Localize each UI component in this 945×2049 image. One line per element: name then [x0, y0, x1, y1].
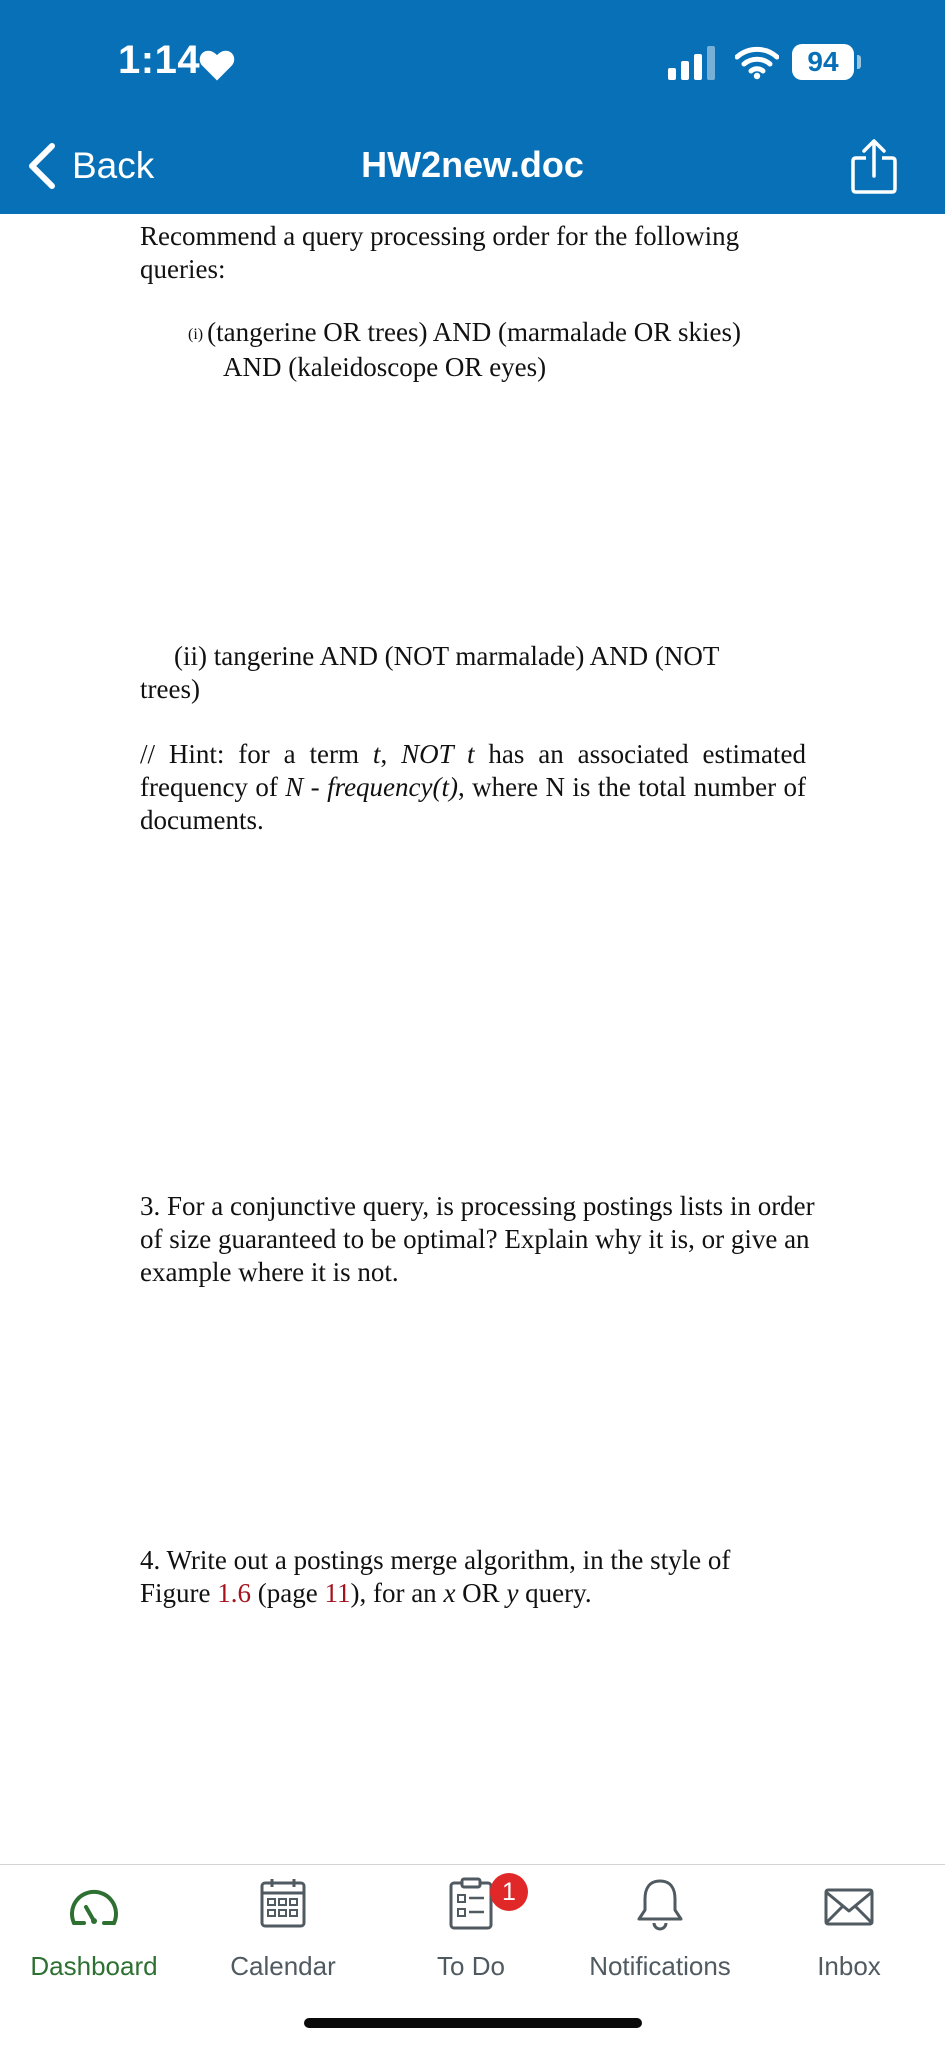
hint-text-3: has an associated estimated frequency of: [140, 739, 806, 802]
nav-inbox[interactable]: [759, 1865, 939, 1995]
nav-todo[interactable]: [381, 1865, 561, 1995]
q4-text-2: (page: [251, 1578, 325, 1608]
question-3: 3. For a conjunctive query, is processing postings lists in order of size guaranteed to be optimal? Explain why it is, or give an example where it is not.: [140, 1191, 815, 1287]
query-ii: [140, 640, 800, 706]
nav-inbox-label: Inbox: [817, 1951, 881, 1981]
hint-term-var: t: [372, 739, 381, 769]
query-i-number: (i): [188, 326, 204, 343]
wifi-icon: [735, 44, 779, 80]
nav-calendar[interactable]: [193, 1865, 373, 1995]
question-intro: Recommend a query processing order for the following queries:: [140, 221, 740, 284]
page-link[interactable]: 11: [324, 1578, 351, 1608]
status-time: 1:14: [118, 38, 201, 82]
top-bar: [0, 0, 945, 214]
query-i-line2: AND (kaleidoscope OR eyes): [223, 352, 547, 382]
query-i: [188, 316, 808, 384]
hint-text-2: ,: [380, 739, 402, 769]
todo-count-badge: 1: [490, 1873, 528, 1911]
page-title: HW2new.doc: [361, 144, 584, 185]
dashboard-gauge-icon: [66, 1887, 122, 1927]
nav-calendar-label: Calendar: [230, 1951, 336, 1981]
nav-dashboard-label: Dashboard: [30, 1951, 158, 1981]
query-i-line1: (tangerine OR trees) AND (marmalade OR skies): [207, 317, 741, 347]
q4-text-5: query.: [518, 1578, 592, 1608]
q4-text-4: OR: [455, 1578, 507, 1608]
share-icon[interactable]: [848, 138, 900, 196]
figure-link[interactable]: 1.6: [217, 1578, 251, 1608]
back-label: Back: [72, 145, 155, 186]
hint-text-1: // Hint: for a term: [140, 739, 373, 769]
q4-var-x: x: [443, 1578, 456, 1608]
query-ii-lead: (ii) tangerine AND (NOT marmalade) AND (NOT: [174, 641, 720, 671]
home-indicator[interactable]: [304, 2018, 642, 2028]
battery-level: 94: [792, 44, 854, 80]
q4-text-1: 4. Write out a postings merge algorithm, in the style of Figure: [140, 1545, 731, 1608]
bell-icon: [635, 1877, 685, 1931]
query-ii-rest: trees): [140, 674, 200, 704]
document-body: [0, 214, 945, 1864]
heart-icon: [198, 48, 236, 82]
envelope-icon: [823, 1887, 875, 1927]
battery-cap: [857, 55, 861, 69]
cellular-signal-icon: [668, 46, 716, 80]
nav-notifications[interactable]: [570, 1865, 750, 1995]
hint-n-frequency: N - frequency(t): [285, 772, 458, 802]
question-4: [140, 1544, 800, 1610]
nav-notifications-label: Notifications: [589, 1951, 731, 1981]
hint-paragraph: [140, 738, 806, 837]
calendar-icon: [259, 1877, 307, 1929]
nav-dashboard[interactable]: [4, 1865, 184, 1995]
hint-text-4: , where N is the total number of documents.: [140, 772, 806, 835]
q4-var-y: y: [506, 1578, 519, 1608]
nav-todo-label: To Do: [437, 1951, 505, 1981]
hint-not-t: NOT t: [401, 739, 475, 769]
q4-text-3: ), for an: [350, 1578, 444, 1608]
todo-clipboard-icon: [448, 1877, 494, 1931]
